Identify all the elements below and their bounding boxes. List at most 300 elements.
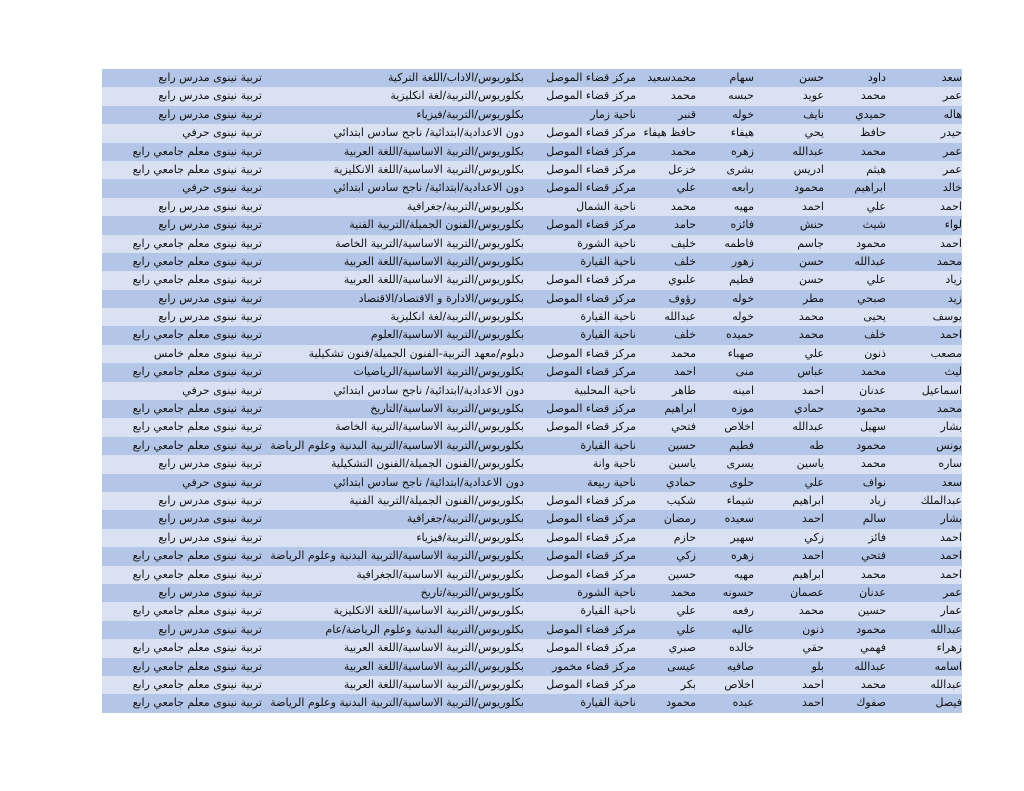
cell-mother-name: اخلاص <box>724 420 754 434</box>
cell-first-name: زيد <box>947 291 962 305</box>
cell-first-name: عمر <box>943 89 962 103</box>
cell-location: ناحية القيارة <box>580 310 636 324</box>
table-row <box>102 621 962 639</box>
table-row <box>102 253 962 271</box>
cell-location: مركز قضاء الموصل <box>546 126 636 140</box>
cell-grandfather-name: عبدالله <box>792 144 824 158</box>
cell-directorate-grade: تربية نينوى مدرس رابع <box>158 310 262 324</box>
cell-directorate-grade: تربية نينوى معلم جامعي رابع <box>132 604 262 618</box>
cell-grandfather-name: محمد <box>798 328 824 342</box>
cell-qualification: بكلوريوس/التربية الاساسية/اللغة الانكليزية <box>333 162 524 176</box>
cell-qualification: بكلوريوس/الفنون الجميلة/التربية الفنية <box>349 218 524 232</box>
cell-grandfather-name: زكي <box>804 530 824 544</box>
cell-mother-name: خالده <box>728 641 754 655</box>
cell-mother-name: سهير <box>730 530 754 544</box>
cell-grandfather-name: حنش <box>799 218 824 232</box>
cell-qualification: بكلوريوس/التربية الاساسية/الجغرافية <box>356 567 524 581</box>
cell-father-name: فائز <box>868 530 886 544</box>
table-row <box>102 290 962 308</box>
table-row <box>102 474 962 492</box>
cell-mother-father-name: حامد <box>674 218 696 232</box>
cell-qualification: بكلوريوس/الفنون الجميلة/الفنون التشكيلية <box>331 457 524 471</box>
cell-qualification: دون الاعدادية/ابتدائية/ ناجح سادس ابتدائي <box>333 383 524 397</box>
cell-location: ناحية القيارة <box>580 254 636 268</box>
cell-father-name: محمد <box>860 89 886 103</box>
cell-location: مركز قضاء الموصل <box>546 567 636 581</box>
cell-first-name: هاله <box>943 107 962 121</box>
cell-grandfather-name: حمادي <box>793 402 824 416</box>
cell-directorate-grade: تربية نينوى مدرس رابع <box>158 218 262 232</box>
cell-grandfather-name: نايف <box>803 107 824 121</box>
cell-location: ناحية ربيعة <box>587 475 636 489</box>
cell-qualification: بكلوريوس/التربية/لغة انكليزية <box>390 89 524 103</box>
cell-mother-name: فائزه <box>730 218 754 232</box>
cell-father-name: محمود <box>856 402 886 416</box>
cell-mother-father-name: احمد <box>674 365 696 379</box>
cell-directorate-grade: تربية نينوى معلم جامعي رابع <box>132 365 262 379</box>
table-row <box>102 510 962 528</box>
cell-qualification: بكلوريوس/التربية الاساسية/الرياضيات <box>353 365 524 379</box>
cell-father-name: حميدي <box>855 107 886 121</box>
cell-qualification: بكلوريوس/التربية الاساسية/اللغة الانكليزية <box>333 604 524 618</box>
cell-mother-name: يسرى <box>726 457 754 471</box>
cell-first-name: عبدالله <box>930 677 962 691</box>
cell-mother-name: عبده <box>732 696 754 710</box>
cell-qualification: بكلوريوس/التربية الاساسية/اللغة العربية <box>343 254 524 268</box>
cell-father-name: ذنون <box>864 346 886 360</box>
cell-grandfather-name: ادريس <box>793 162 824 176</box>
cell-first-name: اسامه <box>934 659 962 673</box>
cell-first-name: زياد <box>945 273 962 287</box>
table-row <box>102 455 962 473</box>
cell-mother-father-name: شكيب <box>666 493 696 507</box>
cell-grandfather-name: ابراهيم <box>792 567 824 581</box>
cell-location: مركز قضاء الموصل <box>546 512 636 526</box>
cell-first-name: احمد <box>940 567 962 581</box>
cell-qualification: بكلوريوس/التربية/تاريخ <box>420 585 524 599</box>
cell-qualification: دون الاعدادية/ابتدائية/ ناجح سادس ابتدائي <box>333 126 524 140</box>
cell-mother-name: زهره <box>731 144 754 158</box>
cell-grandfather-name: ذنون <box>802 622 824 636</box>
cell-qualification: بكلوريوس/التربية/لغة انكليزية <box>390 310 524 324</box>
cell-location: مركز قضاء الموصل <box>546 89 636 103</box>
cell-directorate-grade: تربية نينوى مدرس رابع <box>158 71 262 84</box>
cell-location: مركز قضاء الموصل <box>546 181 636 195</box>
cell-mother-father-name: علي <box>676 622 696 636</box>
cell-directorate-grade: تربية نينوى معلم جامعي رابع <box>132 696 262 710</box>
cell-location: ناحية القيارة <box>580 604 636 618</box>
cell-mother-name: صافيه <box>726 659 754 673</box>
cell-father-name: فهمي <box>860 641 886 655</box>
cell-qualification: بكلوريوس/التربية/فيزياء <box>416 107 524 121</box>
cell-qualification: بكلوريوس/التربية الاساسية/العلوم <box>370 328 524 342</box>
table-row <box>102 547 962 565</box>
cell-directorate-grade: تربية نينوى حرفي <box>182 181 262 195</box>
cell-father-name: نواف <box>862 475 886 489</box>
cell-mother-name: خوله <box>732 291 754 305</box>
cell-father-name: خلف <box>864 328 886 342</box>
cell-directorate-grade: تربية نينوى حرفي <box>182 126 262 140</box>
cell-location: مركز قضاء الموصل <box>546 365 636 379</box>
cell-mother-name: خوله <box>732 310 754 324</box>
cell-grandfather-name: احمد <box>802 512 824 526</box>
cell-mother-father-name: محمد <box>670 585 696 599</box>
cell-directorate-grade: تربية نينوى مدرس رابع <box>158 493 262 507</box>
cell-mother-father-name: حافظ هيفاء <box>643 126 696 140</box>
cell-mother-father-name: عيسى <box>667 659 696 673</box>
cell-location: ناحية القيارة <box>580 328 636 342</box>
table-row <box>102 271 962 289</box>
cell-mother-father-name: عبدالله <box>664 310 696 324</box>
cell-father-name: محمود <box>856 236 886 250</box>
cell-first-name: اسماعيل <box>921 383 962 397</box>
cell-mother-name: مهيه <box>733 199 754 213</box>
cell-first-name: محمد <box>936 402 962 416</box>
cell-mother-father-name: صبري <box>668 641 696 655</box>
table-row <box>102 694 962 712</box>
cell-location: ناحية الشورة <box>577 236 636 250</box>
cell-qualification: بكلوريوس/التربية/جغرافية <box>406 512 524 526</box>
cell-first-name: احمد <box>940 199 962 213</box>
cell-qualification: بكلوريوس/التربية الاساسية/التربية البدنية وعلوم الرياضة <box>270 549 524 563</box>
cell-mother-name: هيفاء <box>730 126 754 140</box>
cell-directorate-grade: تربية نينوى مدرس رابع <box>158 512 262 526</box>
cell-first-name: عبدالملك <box>920 493 962 507</box>
cell-mother-father-name: ابراهيم <box>664 402 696 416</box>
cell-directorate-grade: تربية نينوى معلم جامعي رابع <box>132 144 262 158</box>
cell-mother-father-name: علبوي <box>668 273 696 287</box>
cell-qualification: بكلوريوس/التربية الاساسية/التربية الخاصة <box>335 420 524 434</box>
table-row <box>102 676 962 694</box>
cell-grandfather-name: عصمان <box>790 585 824 599</box>
cell-father-name: ابراهيم <box>854 181 886 195</box>
cell-directorate-grade: تربية نينوى معلم جامعي رابع <box>132 328 262 342</box>
cell-first-name: احمد <box>940 328 962 342</box>
cell-mother-name: عاليه <box>731 622 754 636</box>
cell-mother-name: حسونه <box>722 585 754 599</box>
table-row <box>102 87 962 105</box>
table-row <box>102 584 962 602</box>
cell-directorate-grade: تربية نينوى مدرس رابع <box>158 89 262 103</box>
cell-father-name: عدنان <box>859 383 886 397</box>
cell-mother-father-name: محمد <box>670 199 696 213</box>
cell-mother-father-name: خلف <box>674 254 696 268</box>
cell-location: ناحية المحلبية <box>574 383 636 397</box>
cell-location: مركز قضاء الموصل <box>546 291 636 305</box>
cell-grandfather-name: حسن <box>799 71 824 84</box>
table-row <box>102 658 962 676</box>
cell-mother-father-name: محمد <box>670 89 696 103</box>
table-row <box>102 143 962 161</box>
cell-mother-father-name: محمد <box>670 346 696 360</box>
cell-mother-father-name: بكر <box>680 677 696 691</box>
cell-qualification: بكلوريوس/التربية/جغرافية <box>406 199 524 213</box>
cell-qualification: بكلوريوس/التربية الاساسية/اللغة العربية <box>343 641 524 655</box>
table-row <box>102 308 962 326</box>
cell-father-name: يحيى <box>863 310 886 324</box>
cell-qualification: بكلوريوس/التربية الاساسية/التربية الخاصة <box>335 236 524 250</box>
cell-qualification: بكلوريوس/التربية الاساسية/التربية البدنية وعلوم الرياضة <box>270 696 524 710</box>
table-row <box>102 492 962 510</box>
cell-mother-name: رابعه <box>731 181 754 195</box>
cell-directorate-grade: تربية نينوى معلم جامعي رابع <box>132 254 262 268</box>
cell-grandfather-name: يحي <box>804 126 824 140</box>
cell-grandfather-name: حقي <box>802 641 824 655</box>
cell-mother-name: زهره <box>731 549 754 563</box>
cell-first-name: عمر <box>943 585 962 599</box>
cell-location: مركز قضاء الموصل <box>546 530 636 544</box>
table-row <box>102 235 962 253</box>
employee-table <box>102 69 962 713</box>
table-row <box>102 106 962 124</box>
cell-mother-name: صهباء <box>727 346 754 360</box>
cell-grandfather-name: ياسين <box>796 457 824 471</box>
cell-grandfather-name: محمود <box>794 181 824 195</box>
cell-grandfather-name: علي <box>804 475 824 489</box>
cell-qualification: بكلوريوس/الادارة و الاقتصاد/الاقتصاد <box>358 291 524 305</box>
cell-mother-father-name: حسين <box>667 438 696 452</box>
cell-directorate-grade: تربية نينوى معلم جامعي رابع <box>132 677 262 691</box>
cell-directorate-grade: تربية نينوى مدرس رابع <box>158 457 262 471</box>
cell-first-name: سعد <box>941 475 962 489</box>
cell-grandfather-name: علي <box>804 346 824 360</box>
table-row <box>102 437 962 455</box>
cell-father-name: محمد <box>860 365 886 379</box>
cell-father-name: صبحي <box>857 291 886 305</box>
cell-directorate-grade: تربية نينوى مدرس رابع <box>158 291 262 305</box>
cell-mother-father-name: طاهر <box>672 383 696 397</box>
cell-mother-name: مهيه <box>733 567 754 581</box>
cell-mother-father-name: خليف <box>670 236 696 250</box>
cell-mother-name: منى <box>735 365 754 379</box>
table-row <box>102 529 962 547</box>
cell-location: مركز قضاء الموصل <box>546 402 636 416</box>
cell-grandfather-name: جاسم <box>797 236 824 250</box>
cell-mother-father-name: محمدسعيد <box>647 71 696 84</box>
cell-mother-name: زهور <box>731 254 754 268</box>
table-row <box>102 124 962 142</box>
table-row <box>102 639 962 657</box>
cell-mother-name: خوله <box>732 107 754 121</box>
cell-first-name: محمد <box>936 254 962 268</box>
cell-father-name: محمد <box>860 144 886 158</box>
cell-father-name: عبدالله <box>854 254 886 268</box>
cell-father-name: محمود <box>856 622 886 636</box>
cell-mother-father-name: ياسين <box>668 457 696 471</box>
cell-first-name: مصعب <box>930 346 962 360</box>
cell-first-name: عمر <box>943 162 962 176</box>
cell-mother-name: حلوى <box>729 475 754 489</box>
cell-grandfather-name: احمد <box>802 383 824 397</box>
cell-grandfather-name: محمد <box>798 604 824 618</box>
cell-mother-name: رفعه <box>732 604 754 618</box>
cell-grandfather-name: عويد <box>802 89 824 103</box>
cell-grandfather-name: حسن <box>799 254 824 268</box>
cell-father-name: حسين <box>857 604 886 618</box>
cell-qualification: دون الاعدادية/ابتدائية/ ناجح سادس ابتدائي <box>333 181 524 195</box>
cell-directorate-grade: تربية نينوى معلم خامس <box>153 346 262 360</box>
cell-mother-name: اخلاص <box>724 677 754 691</box>
cell-father-name: محمد <box>860 677 886 691</box>
cell-location: مركز قضاء الموصل <box>546 641 636 655</box>
cell-location: مركز قضاء الموصل <box>546 273 636 287</box>
table-row <box>102 418 962 436</box>
cell-mother-name: فطيم <box>729 438 754 452</box>
cell-location: مركز قضاء الموصل <box>546 218 636 232</box>
cell-location: ناحية القيارة <box>580 438 636 452</box>
cell-qualification: بكلوريوس/التربية الاساسية/التاريخ <box>370 402 524 416</box>
cell-mother-father-name: حمادي <box>665 475 696 489</box>
cell-mother-father-name: محمد <box>670 144 696 158</box>
cell-mother-name: شيماء <box>726 493 754 507</box>
cell-mother-name: بشرى <box>726 162 754 176</box>
table-row <box>102 69 962 87</box>
cell-qualification: بكلوريوس/الاداب/اللغة التركية <box>388 71 524 84</box>
cell-directorate-grade: تربية نينوى مدرس رابع <box>158 585 262 599</box>
cell-mother-father-name: علي <box>676 604 696 618</box>
cell-mother-father-name: حسين <box>667 567 696 581</box>
table-row <box>102 566 962 584</box>
cell-qualification: دبلوم/معهد التربية-الفنون الجميلة/فنون تشكيلية <box>308 346 524 360</box>
cell-first-name: عمر <box>943 144 962 158</box>
cell-location: مركز قضاء مخمور <box>552 659 636 673</box>
cell-mother-father-name: رؤوف <box>668 291 696 305</box>
cell-first-name: خالد <box>942 181 962 195</box>
cell-grandfather-name: عبدالله <box>792 420 824 434</box>
cell-location: مركز قضاء الموصل <box>546 677 636 691</box>
cell-first-name: بشار <box>940 512 962 526</box>
cell-location: ناحية وانة <box>592 457 636 471</box>
cell-directorate-grade: تربية نينوى حرفي <box>182 383 262 397</box>
cell-father-name: سهيل <box>860 420 886 434</box>
cell-mother-name: سهام <box>729 71 754 84</box>
cell-location: ناحية زمار <box>590 107 636 121</box>
cell-father-name: محمد <box>860 457 886 471</box>
cell-first-name: يونس <box>936 438 962 452</box>
cell-directorate-grade: تربية نينوى معلم جامعي رابع <box>132 659 262 673</box>
cell-grandfather-name: مطر <box>803 291 824 305</box>
cell-father-name: محمد <box>860 567 886 581</box>
cell-location: ناحية الشمال <box>576 199 636 213</box>
cell-mother-father-name: حازم <box>673 530 696 544</box>
cell-grandfather-name: احمد <box>802 677 824 691</box>
cell-father-name: شيث <box>862 218 886 232</box>
cell-father-name: علي <box>866 273 886 287</box>
cell-father-name: علي <box>866 199 886 213</box>
cell-directorate-grade: تربية نينوى معلم جامعي رابع <box>132 162 262 176</box>
cell-directorate-grade: تربية نينوى معلم جامعي رابع <box>132 420 262 434</box>
cell-mother-name: فاطمه <box>724 236 754 250</box>
cell-qualification: بكلوريوس/التربية الاساسية/اللغة العربية <box>343 677 524 691</box>
cell-location: ناحية القيارة <box>580 696 636 710</box>
table-row <box>102 179 962 197</box>
cell-qualification: بكلوريوس/التربية الاساسية/اللغة العربية <box>343 144 524 158</box>
cell-grandfather-name: طه <box>809 438 824 452</box>
cell-first-name: زهراء <box>936 641 962 655</box>
cell-mother-name: حميده <box>725 328 754 342</box>
cell-father-name: عبدالله <box>854 659 886 673</box>
cell-mother-name: امينه <box>732 383 754 397</box>
cell-directorate-grade: تربية نينوى معلم جامعي رابع <box>132 641 262 655</box>
cell-mother-name: سعيده <box>724 512 754 526</box>
cell-qualification: دون الاعدادية/ابتدائية/ ناجح سادس ابتدائي <box>333 475 524 489</box>
cell-mother-father-name: زكي <box>676 549 696 563</box>
cell-qualification: بكلوريوس/التربية الاساسية/اللغة العربية <box>343 273 524 287</box>
cell-father-name: زياد <box>869 493 886 507</box>
cell-directorate-grade: تربية نينوى مدرس رابع <box>158 199 262 213</box>
cell-father-name: سالم <box>862 512 886 526</box>
table-row <box>102 345 962 363</box>
cell-mother-father-name: محمود <box>666 696 696 710</box>
cell-directorate-grade: تربية نينوى مدرس رابع <box>158 622 262 636</box>
cell-grandfather-name: احمد <box>802 696 824 710</box>
cell-location: مركز قضاء الموصل <box>546 346 636 360</box>
cell-location: مركز قضاء الموصل <box>546 493 636 507</box>
cell-qualification: بكلوريوس/الفنون الجميلة/التربية الفنية <box>349 493 524 507</box>
cell-grandfather-name: محمد <box>798 310 824 324</box>
cell-father-name: عدنان <box>859 585 886 599</box>
cell-father-name: محمود <box>856 438 886 452</box>
cell-mother-father-name: فتحي <box>671 420 696 434</box>
cell-mother-father-name: خلف <box>674 328 696 342</box>
table-row <box>102 363 962 381</box>
cell-directorate-grade: تربية نينوى حرفي <box>182 475 262 489</box>
cell-directorate-grade: تربية نينوى مدرس رابع <box>158 530 262 544</box>
cell-mother-name: حبسه <box>728 89 754 103</box>
cell-location: مركز قضاء الموصل <box>546 420 636 434</box>
cell-directorate-grade: تربية نينوى معلم جامعي رابع <box>132 567 262 581</box>
cell-first-name: عمار <box>940 604 962 618</box>
cell-father-name: حافظ <box>860 126 886 140</box>
cell-directorate-grade: تربية نينوى معلم جامعي رابع <box>132 273 262 287</box>
cell-location: مركز قضاء الموصل <box>546 162 636 176</box>
cell-grandfather-name: بلو <box>811 659 824 673</box>
cell-directorate-grade: تربية نينوى معلم جامعي رابع <box>132 549 262 563</box>
cell-mother-father-name: رمضان <box>663 512 696 526</box>
cell-first-name: حيدر <box>940 126 962 140</box>
table-row <box>102 382 962 400</box>
cell-mother-father-name: قنبر <box>678 107 696 121</box>
cell-first-name: ساره <box>938 457 962 471</box>
cell-first-name: سعد <box>941 71 962 84</box>
table-row <box>102 216 962 234</box>
cell-directorate-grade: تربية نينوى معلم جامعي رابع <box>132 236 262 250</box>
cell-mother-name: فطيم <box>729 273 754 287</box>
cell-first-name: ليث <box>944 365 962 379</box>
cell-location: مركز قضاء الموصل <box>546 71 636 84</box>
cell-first-name: احمد <box>940 236 962 250</box>
cell-qualification: بكلوريوس/التربية الاساسية/اللغة العربية <box>343 659 524 673</box>
cell-mother-name: موزه <box>731 402 754 416</box>
cell-grandfather-name: احمد <box>802 199 824 213</box>
cell-directorate-grade: تربية نينوى معلم جامعي رابع <box>132 438 262 452</box>
cell-location: مركز قضاء الموصل <box>546 549 636 563</box>
cell-father-name: صفوك <box>856 696 886 710</box>
cell-qualification: بكلوريوس/التربية البدنية وعلوم الرياضة/عام <box>325 622 524 636</box>
cell-first-name: احمد <box>940 549 962 563</box>
table-row <box>102 161 962 179</box>
table-row <box>102 400 962 418</box>
cell-qualification: بكلوريوس/التربية/فيزياء <box>416 530 524 544</box>
cell-grandfather-name: عباس <box>797 365 824 379</box>
cell-father-name: فتحي <box>861 549 886 563</box>
cell-first-name: بشار <box>940 420 962 434</box>
cell-qualification: بكلوريوس/التربية الاساسية/التربية البدنية وعلوم الرياضة <box>270 438 524 452</box>
cell-first-name: لواء <box>944 218 962 232</box>
cell-first-name: فيصل <box>935 696 962 710</box>
table-row <box>102 326 962 344</box>
cell-first-name: احمد <box>940 530 962 544</box>
